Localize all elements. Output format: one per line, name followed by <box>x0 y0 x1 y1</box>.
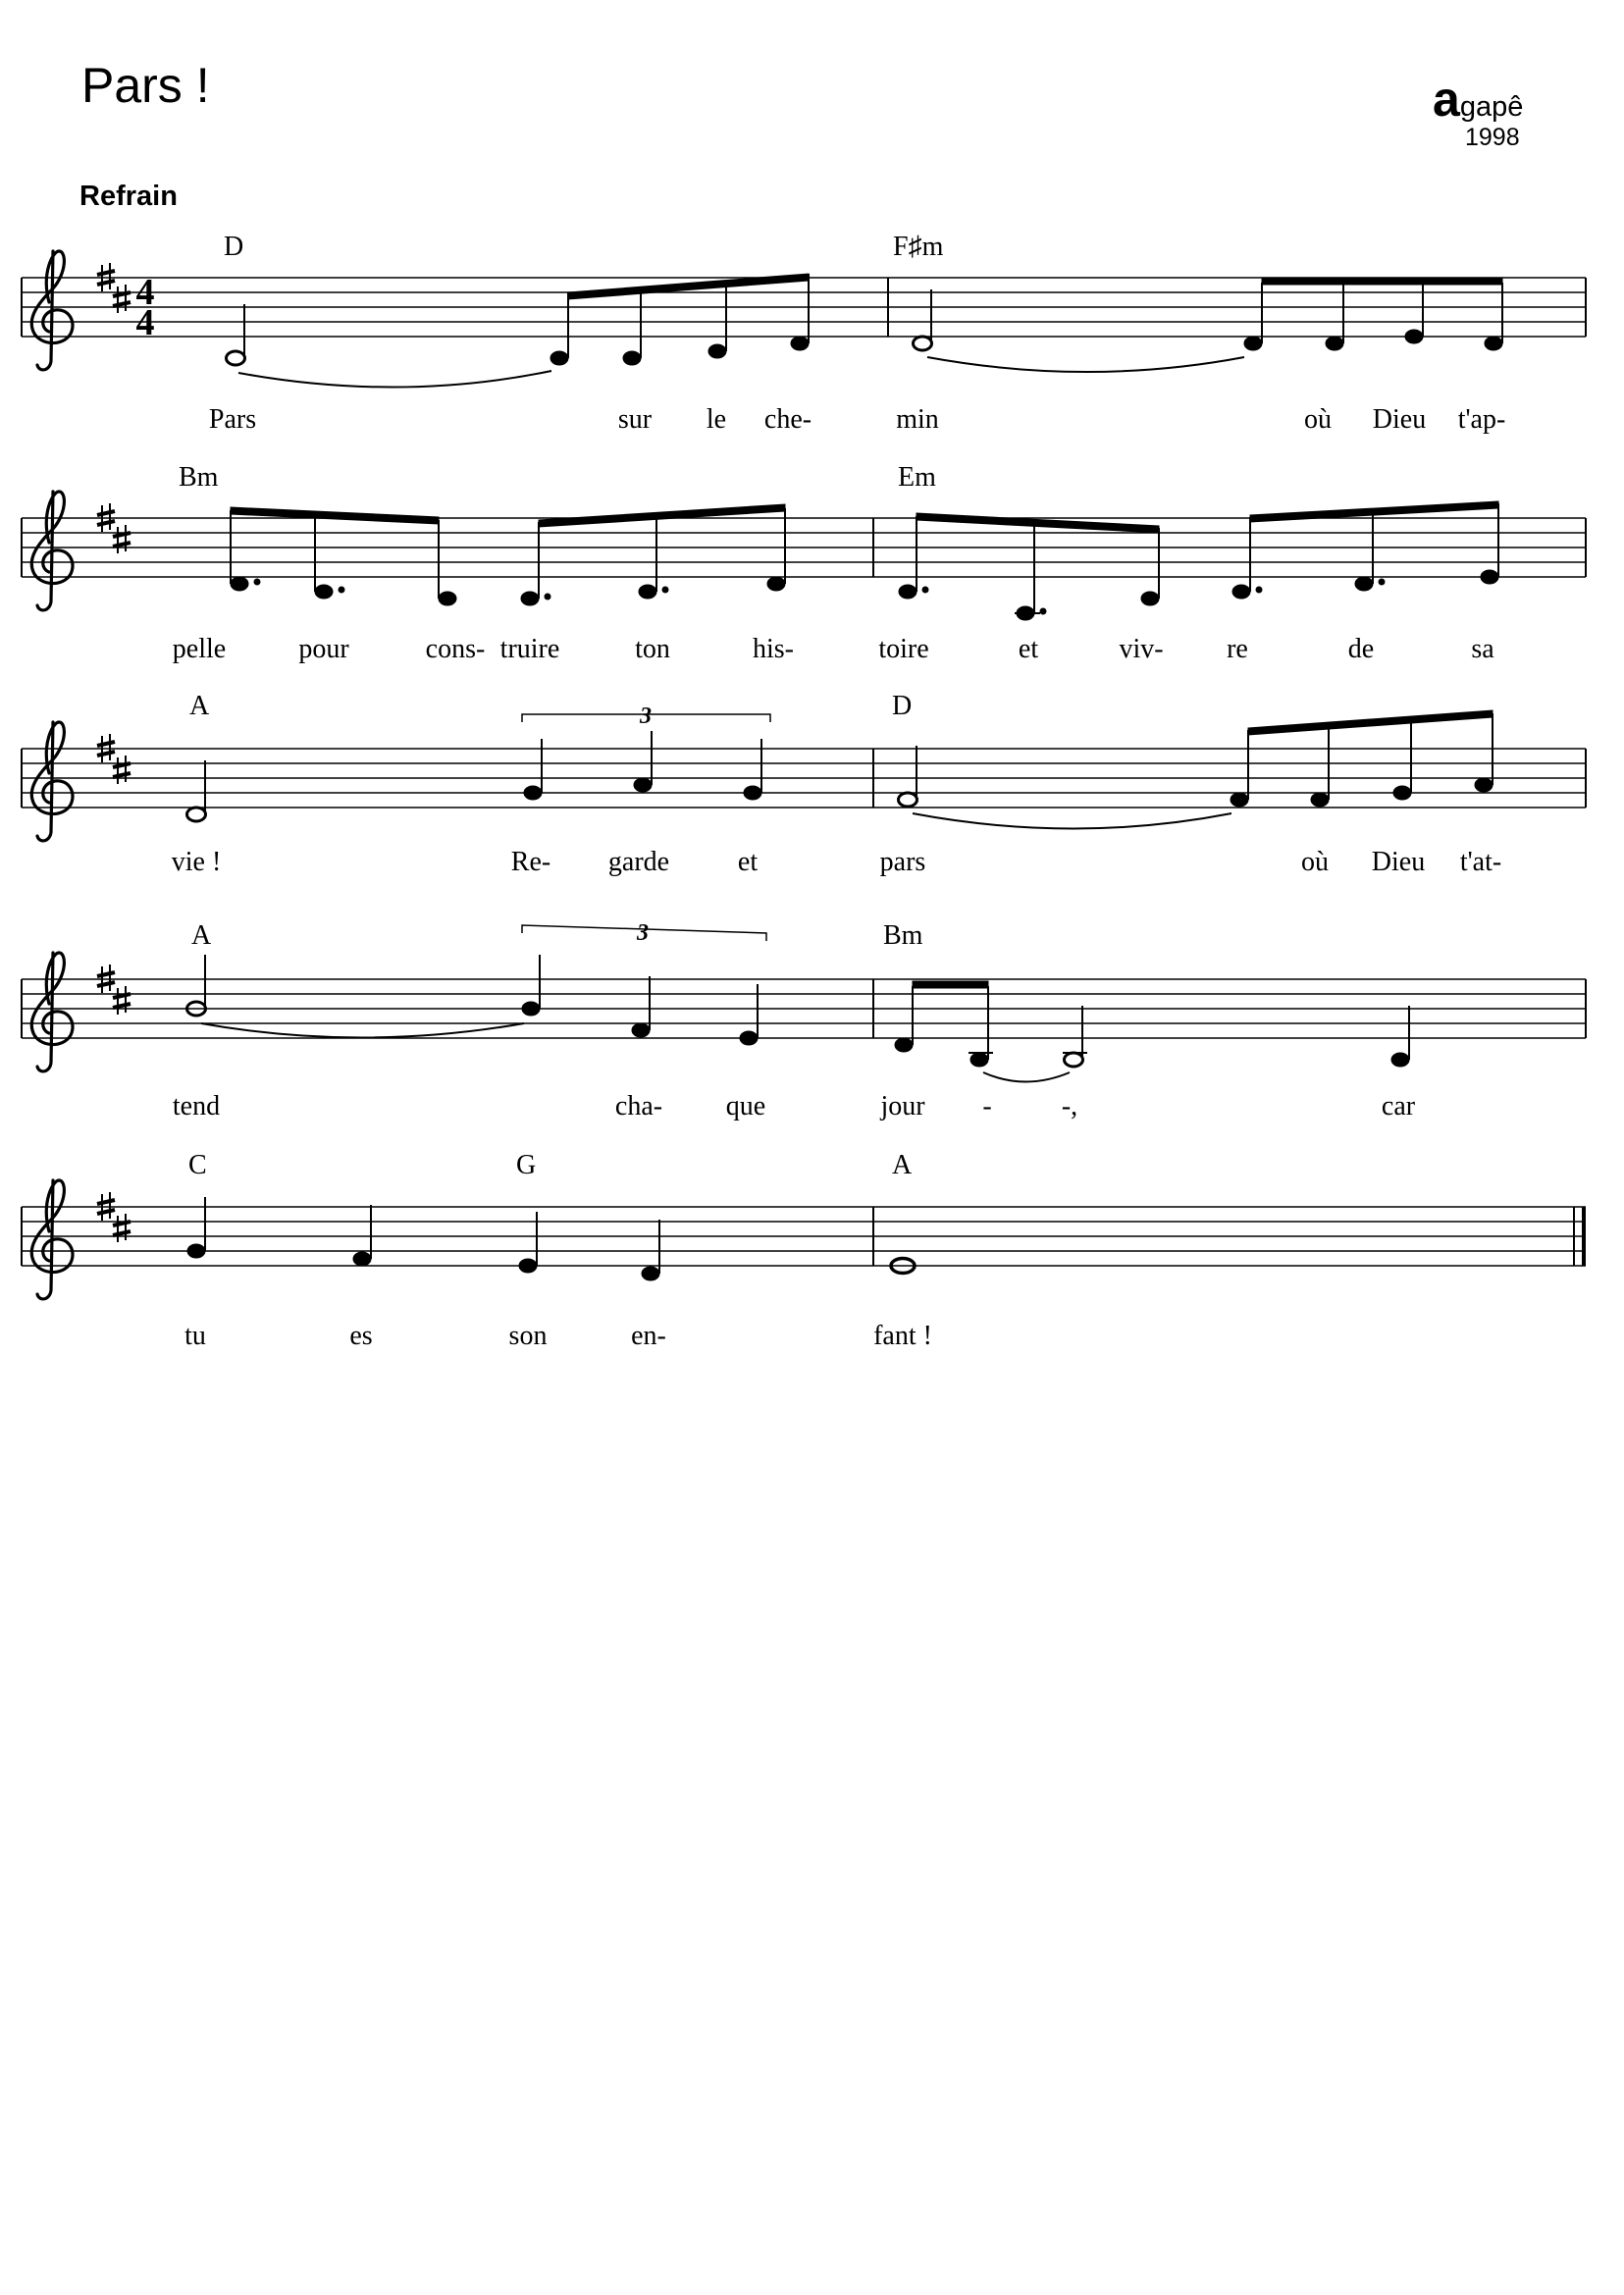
sharp-icon <box>113 525 131 553</box>
lyric-syllable: es <box>349 1321 373 1351</box>
dotted-eighth-note <box>1355 577 1373 591</box>
eighth-note <box>550 351 568 365</box>
lyric-syllable: cons- <box>425 634 486 664</box>
treble-clef-icon <box>31 722 73 841</box>
chord-symbol: Bm <box>883 920 923 951</box>
lyric-syllable: cha- <box>614 1091 663 1121</box>
eighth-note <box>970 1053 988 1067</box>
lyric-syllable: truire <box>499 634 560 664</box>
triplet-quarter-note <box>634 778 652 792</box>
tuplet-number: 3 <box>637 920 649 946</box>
section-label: Refrain <box>79 181 178 212</box>
dotted-eighth-note <box>639 585 656 599</box>
sharp-icon <box>113 986 131 1015</box>
tie <box>201 1023 524 1038</box>
lyric-syllable: son <box>508 1321 548 1351</box>
triplet-quarter-note <box>522 1002 540 1016</box>
time-signature-top: 4 <box>135 272 155 313</box>
lyric-syllable: où <box>1304 404 1332 435</box>
lyric-syllable: Dieu <box>1372 404 1427 435</box>
lyric-syllable: Re- <box>510 847 551 877</box>
lyric-syllable: che- <box>763 404 812 435</box>
eighth-note <box>1475 778 1493 792</box>
half-note <box>227 351 245 365</box>
dotted-eighth-note <box>1232 585 1250 599</box>
lyric-syllable: et <box>1018 634 1039 664</box>
triplet-quarter-note <box>740 1031 758 1045</box>
tie <box>913 813 1231 829</box>
lyric-syllable: jour <box>880 1091 925 1121</box>
chord-symbol: Em <box>898 462 936 493</box>
sharp-icon <box>113 1214 131 1242</box>
eighth-note <box>895 1038 913 1052</box>
staff-lines <box>22 1207 1586 1266</box>
lyric-syllable: -, <box>1061 1091 1078 1121</box>
eighth-note <box>439 592 456 605</box>
notes <box>187 955 1410 1067</box>
chord-symbol: A <box>892 1150 913 1180</box>
quarter-note <box>519 1259 537 1273</box>
lyric-syllable: pelle <box>172 634 227 664</box>
dotted-eighth-note <box>899 585 917 599</box>
lyric-syllable: tend <box>172 1091 221 1121</box>
notes <box>187 710 1493 821</box>
tuplet-number: 3 <box>640 704 652 729</box>
tie <box>983 1072 1070 1082</box>
treble-clef-icon <box>31 953 73 1071</box>
beam <box>917 513 1159 533</box>
staff-system-5 <box>22 1150 1586 1351</box>
lyric-syllable: toire <box>878 634 929 664</box>
publisher-logo: agapê <box>1433 72 1524 127</box>
chord-symbol: Bm <box>179 462 219 493</box>
dotted-eighth-note <box>231 577 248 591</box>
eighth-note <box>1141 592 1159 605</box>
beam <box>231 507 439 524</box>
lyric-syllable: viv- <box>1119 634 1164 664</box>
beam <box>539 504 785 527</box>
lyric-syllable: que <box>725 1091 766 1121</box>
triplet-quarter-note <box>524 786 542 800</box>
half-note <box>187 808 206 821</box>
quarter-note <box>642 1267 659 1280</box>
sharp-icon <box>113 285 131 313</box>
eighth-note <box>767 577 785 591</box>
chord-symbol: G <box>516 1150 537 1180</box>
beam <box>1250 501 1498 522</box>
chord-symbol: F♯m <box>893 232 944 262</box>
lyric-syllable: de <box>1347 634 1375 664</box>
lyric-syllable: re <box>1227 634 1248 664</box>
eighth-note <box>1485 337 1502 350</box>
lyric-syllable: fant ! <box>873 1321 932 1351</box>
chord-symbol: A <box>191 920 212 951</box>
lyric-syllable: car <box>1381 1091 1416 1121</box>
lyric-syllable: Dieu <box>1371 847 1426 877</box>
quarter-note <box>187 1244 205 1258</box>
staff-lines <box>22 518 1586 577</box>
lyric-syllable: le <box>706 404 727 435</box>
lyric-syllable: garde <box>607 847 670 877</box>
staff-lines <box>22 749 1586 808</box>
eighth-note <box>1244 337 1262 350</box>
triplet-quarter-note <box>632 1023 650 1037</box>
eighth-note <box>1405 330 1423 343</box>
eighth-note <box>708 344 726 358</box>
dotted-eighth-note <box>315 585 333 599</box>
eighth-note <box>1481 570 1498 584</box>
eighth-note <box>1393 786 1411 800</box>
notes <box>231 501 1498 620</box>
lyric-syllable: où <box>1301 847 1329 877</box>
eighth-note <box>623 351 641 365</box>
eighth-note <box>791 337 809 350</box>
lyric-syllable: his- <box>753 634 794 664</box>
chord-symbol: D <box>892 691 913 721</box>
lyric-syllable: sa <box>1471 634 1494 664</box>
staff-system-4 <box>22 920 1586 1121</box>
treble-clef-icon <box>31 492 73 610</box>
staff-system-2 <box>22 462 1586 664</box>
staff-lines <box>22 278 1586 337</box>
triplet-quarter-note <box>744 786 761 800</box>
lyric-syllable: t'ap- <box>1457 404 1506 435</box>
beam <box>913 981 988 988</box>
lyric-syllable: t'at- <box>1459 847 1502 877</box>
quarter-note <box>353 1252 371 1266</box>
half-note <box>914 337 932 350</box>
lyric-syllable: - <box>982 1091 992 1121</box>
tie <box>927 357 1244 372</box>
beam <box>1262 278 1502 285</box>
lyric-syllable: min <box>896 404 939 435</box>
lyric-syllable: sur <box>617 404 653 435</box>
lyric-syllable: et <box>737 847 759 877</box>
chord-symbol: C <box>188 1150 207 1180</box>
eighth-note <box>1311 793 1329 807</box>
notes <box>187 1197 915 1280</box>
lyric-syllable: tu <box>184 1321 206 1351</box>
chord-symbol: D <box>224 232 244 262</box>
lyric-syllable: Pars <box>208 404 257 435</box>
beam <box>1248 710 1493 735</box>
quarter-note <box>1391 1053 1409 1067</box>
chord-symbol: A <box>189 691 210 721</box>
staff-lines <box>22 979 1586 1038</box>
song-title: Pars ! <box>81 58 210 113</box>
half-note <box>899 793 917 807</box>
eighth-note <box>1231 793 1248 807</box>
tie <box>238 371 551 388</box>
time-signature-bottom: 4 <box>135 302 155 343</box>
staff-system-1 <box>22 232 1586 435</box>
lyric-syllable: pars <box>879 847 926 877</box>
lyric-syllable: vie ! <box>171 847 222 877</box>
eighth-note <box>1326 337 1343 350</box>
lyric-syllable: en- <box>631 1321 666 1351</box>
treble-clef-icon <box>31 1180 73 1299</box>
dotted-eighth-note <box>521 592 539 605</box>
sharp-icon <box>113 756 131 784</box>
half-note <box>1065 1053 1083 1067</box>
lyric-syllable: ton <box>635 634 670 664</box>
publication-year: 1998 <box>1465 124 1520 151</box>
treble-clef-icon <box>31 251 73 370</box>
lyric-syllable: pour <box>298 634 349 664</box>
notes <box>227 274 1503 365</box>
staff-system-3 <box>22 691 1586 877</box>
